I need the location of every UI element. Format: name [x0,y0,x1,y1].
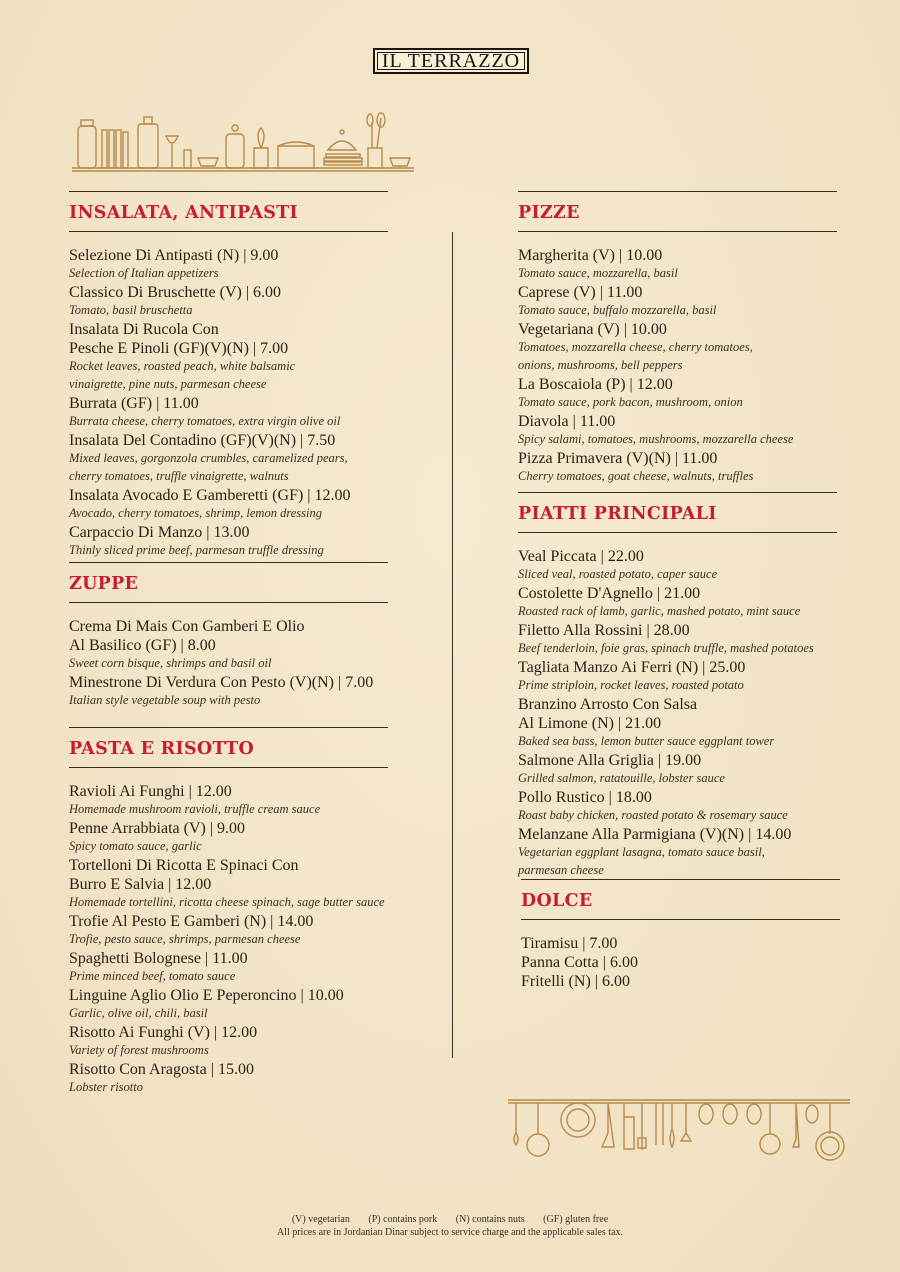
menu-item-desc: Tomatoes, mozzarella cheese, cherry tomatoes, [518,340,753,354]
menu-item-desc: Lobster risotto [69,1080,143,1094]
left-column-pasta [69,727,388,1097]
hanging-utensils-illustration [508,1090,853,1168]
section-pizze [518,191,837,484]
menu-item-desc: Mixed leaves, gorgonzola crumbles, caramelized pears, [69,451,348,465]
menu-item-name: Costolette D'Agnello | 21.00 [518,585,701,602]
menu-item-desc: Homemade mushroom ravioli, truffle cream sauce [69,802,321,816]
menu-item-name: Pizza Primavera (V)(N) | 11.00 [518,450,718,467]
section-title: PIZZE [518,203,580,223]
right-column-pizze [518,191,837,486]
menu-item-name: Filetto Alla Rossini | 28.00 [518,622,690,639]
section-pasta [69,727,388,1095]
menu-item-desc: Trofie, pesto sauce, shrimps, parmesan cheese [69,932,301,946]
section-title: ZUPPE [69,574,139,594]
menu-item-name: Burro E Salvia | 12.00 [69,876,212,893]
menu-item-name: Risotto Ai Funghi (V) | 12.00 [69,1024,258,1041]
menu-item-name: Al Limone (N) | 21.00 [518,715,662,732]
menu-item-desc: Beef tenderloin, foie gras, spinach truffle, mashed potatoes [518,641,814,655]
menu-item-desc: vinaigrette, pine nuts, parmesan cheese [69,377,267,391]
legend-nuts: (N) contains nuts [455,1214,525,1225]
legend-pork: (P) contains pork [368,1214,438,1225]
left-column [69,191,388,560]
menu-item-desc: onions, mushrooms, bell peppers [518,358,683,372]
menu-item-list [518,533,837,878]
menu-item-name: La Boscaiola (P) | 12.00 [518,376,673,393]
menu-item-name: Classico Di Bruschette (V) | 6.00 [69,284,282,301]
menu-item-name: Crema Di Mais Con Gamberi E Olio [69,618,305,635]
menu-item-desc: Tomato sauce, pork bacon, mushroom, onion [518,395,743,409]
right-column-piatti [518,492,837,880]
menu-item-name: Veal Piccata | 22.00 [518,548,644,565]
menu-item-name: Risotto Con Aragosta | 15.00 [69,1061,254,1078]
menu-item-desc: parmesan cheese [518,863,604,877]
section-piatti [518,492,837,878]
right-column-dolce [521,879,840,991]
menu-item-name: Panna Cotta | 6.00 [521,954,638,971]
menu-item-name: Burrata (GF) | 11.00 [69,395,199,412]
kitchen-shelf-illustration [72,112,417,174]
menu-item-name: Insalata Avocado E Gamberetti (GF) | 12.00 [69,487,351,504]
menu-item-name: Minestrone Di Verdura Con Pesto (V)(N) | 7.00 [69,674,374,691]
menu-item-desc: Burrata cheese, cherry tomatoes, extra virgin olive oil [69,414,341,428]
menu-item-desc: Grilled salmon, ratatouille, lobster sauce [518,771,725,785]
menu-item-name: Insalata Di Rucola Con [69,321,219,338]
menu-item-desc: Sweet corn bisque, shrimps and basil oil [69,656,272,670]
legend-gluten-free: (GF) gluten free [543,1214,609,1225]
menu-item-name: Pollo Rustico | 18.00 [518,789,652,806]
legend-vegetarian: (V) vegetarian [291,1214,350,1225]
section-zuppe [69,562,388,708]
menu-item-name: Al Basilico (GF) | 8.00 [69,637,216,654]
footer [0,1213,900,1239]
menu-item-desc: Tomato sauce, buffalo mozzarella, basil [518,303,717,317]
menu-item-desc: Variety of forest mushrooms [69,1043,209,1057]
menu-item-name: Tortelloni Di Ricotta E Spinaci Con [69,857,299,874]
menu-item-name: Tiramisu | 7.00 [521,935,618,952]
menu-item-list [69,232,388,558]
left-column-zuppe [69,562,388,710]
menu-item-name: Carpaccio Di Manzo | 13.00 [69,524,250,541]
menu-item-desc: Spicy tomato sauce, garlic [69,839,202,853]
menu-item-list [69,768,388,1095]
menu-item-desc: Selection of Italian appetizers [69,266,219,280]
menu-item-desc: Sliced veal, roasted potato, caper sauce [518,567,718,581]
menu-item-desc: Cherry tomatoes, goat cheese, walnuts, truffles [518,469,754,483]
logo-box [373,48,529,74]
menu-item-name: Penne Arrabbiata (V) | 9.00 [69,820,246,837]
menu-item-desc: Vegetarian eggplant lasagna, tomato sauce basil, [518,845,765,859]
menu-item-desc: Prime minced beef, tomato sauce [69,969,236,983]
menu-item-desc: Italian style vegetable soup with pesto [69,693,261,707]
menu-item-desc: Homemade tortellini, ricotta cheese spinach, sage butter sauce [69,895,385,909]
section-title: INSALATA, ANTIPASTI [69,203,298,223]
section-title: PIATTI PRINCIPALI [518,504,717,524]
menu-item-desc: Tomato sauce, mozzarella, basil [518,266,678,280]
brand-name: IL TERRAZZO [381,49,521,72]
menu-item-name: Linguine Aglio Olio E Peperoncino | 10.00 [69,987,344,1004]
menu-item-desc: Garlic, olive oil, chili, basil [69,1006,208,1020]
menu-item-name: Fritelli (N) | 6.00 [521,973,630,990]
menu-item-name: Melanzane Alla Parmigiana (V)(N) | 14.00 [518,826,792,843]
section-title: DOLCE [521,891,593,911]
menu-item-name: Vegetariana (V) | 10.00 [518,321,667,338]
menu-item-name: Selezione Di Antipasti (N) | 9.00 [69,247,279,264]
menu-item-name: Ravioli Ai Funghi | 12.00 [69,783,232,800]
menu-item-desc: Spicy salami, tomatoes, mushrooms, mozzarella cheese [518,432,794,446]
menu-item-name: Trofie Al Pesto E Gamberi (N) | 14.00 [69,913,314,930]
menu-item-name: Margherita (V) | 10.00 [518,247,663,264]
menu-item-name: Pesche E Pinoli (GF)(V)(N) | 7.00 [69,340,289,357]
menu-item-desc: Avocado, cherry tomatoes, shrimp, lemon dressing [69,506,322,520]
menu-item-name: Diavola | 11.00 [518,413,616,430]
menu-item-name: Tagliata Manzo Ai Ferri (N) | 25.00 [518,659,746,676]
menu-item-list [69,603,388,708]
section-title: PASTA E RISOTTO [69,739,255,759]
menu-item-name: Salmone Alla Griglia | 19.00 [518,752,702,769]
menu-item-desc: Prime striploin, rocket leaves, roasted potato [518,678,744,692]
menu-item-desc: cherry tomatoes, truffle vinaigrette, walnuts [69,469,289,483]
footer-note: All prices are in Jordanian Dinar subject to service charge and the applicable sales tax. [276,1227,624,1238]
menu-item-name: Caprese (V) | 11.00 [518,284,643,301]
menu-item-name: Branzino Arrosto Con Salsa [518,696,698,713]
menu-item-name: Spaghetti Bolognese | 11.00 [69,950,248,967]
column-divider [452,232,453,1058]
menu-item-name: Insalata Del Contadino (GF)(V)(N) | 7.50 [69,432,336,449]
menu-item-desc: Baked sea bass, lemon butter sauce eggplant tower [518,734,775,748]
section-insalata [69,191,388,558]
menu-item-list [521,920,840,991]
menu-item-desc: Roasted rack of lamb, garlic, mashed potato, mint sauce [518,604,801,618]
footer-legend [0,1213,900,1226]
menu-item-desc: Rocket leaves, roasted peach, white balsamic [69,359,296,373]
menu-item-list [518,232,837,484]
menu-item-desc: Thinly sliced prime beef, parmesan truffle dressing [69,543,324,557]
menu-item-desc: Roast baby chicken, roasted potato & rosemary sauce [518,808,788,822]
section-dolce [521,879,840,991]
menu-item-desc: Tomato, basil bruschetta [69,303,193,317]
